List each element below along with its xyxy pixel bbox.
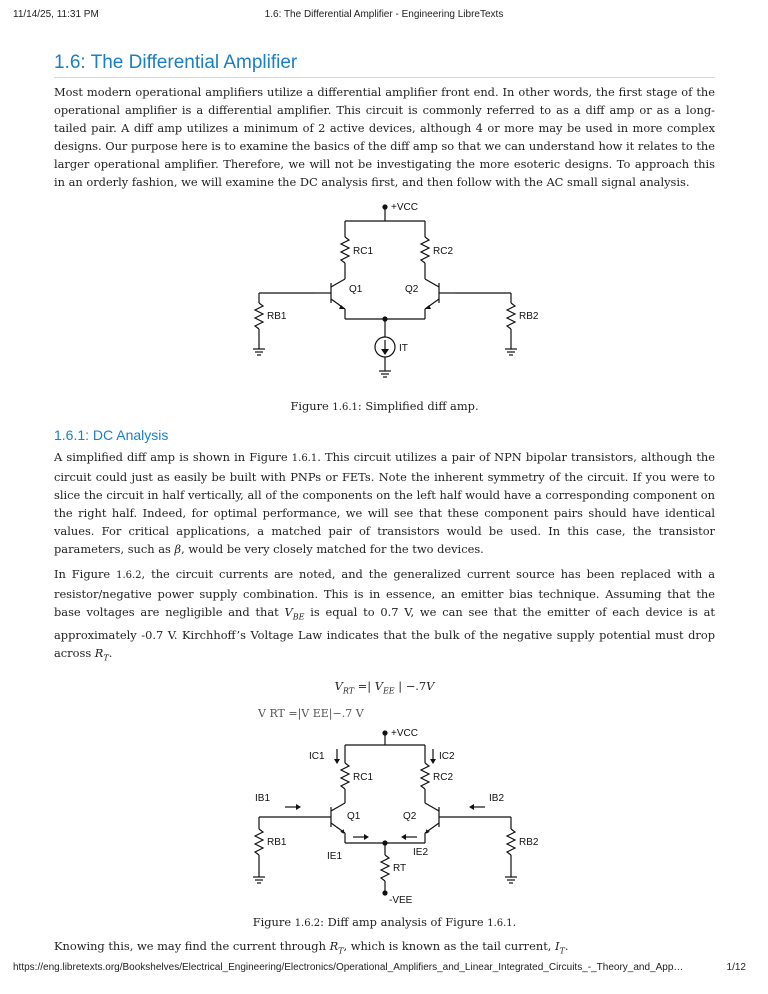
figure-2-caption-link[interactable]: 1.6.1 [487, 917, 513, 929]
figure-1-caption [54, 397, 715, 417]
print-url[interactable]: https://eng.libretexts.org/Bookshelves/Electrical_Engineering/Electronics/Operational_Amplifiers_and_Linear_Integrated_Circuits_-_Theory_and_App… [13, 962, 684, 973]
figure-2-caption-end: . [512, 914, 517, 929]
equation-alt-line: V RT =|V EE|−.7 V [258, 706, 364, 720]
figure-2-caption [54, 913, 715, 933]
fig2-rc2-label: RC2 [432, 771, 453, 783]
print-footer [0, 962, 768, 976]
fig1-q2-label: Q2 [404, 284, 418, 295]
fig1-rc2-label: RC2 [432, 246, 453, 257]
figure-1-link[interactable]: 1.6.1 [291, 453, 318, 464]
dc-paragraph-1 [54, 448, 715, 558]
it-symbol: $I_T$ [555, 938, 565, 956]
equation-alt-text [54, 704, 715, 723]
dc-p2-text-c: is equal to 0.7 V, we can see that the emitter of each device is at approximately -0.7 V. Kirchhoff’s Voltage Law indicates that the bulk of the negative supply potential must drop across [54, 605, 715, 661]
print-timestamp: 11/14/25, 11:31 PM [13, 9, 99, 20]
section-heading-dc-analysis: 1.6.1: DC Analysis [54, 427, 169, 443]
dc-p1-text-b: . This circuit utilizes a pair of NPN bipolar transistors, although the circuit could just as easily be built with PNPs or FETs. Note the inherent symmetry of the circuit. If you were to slice the circuit in half vertically, all of the components on the left half would have a corresponding component on the right half. Indeed, for optimal performance, we will see that these component pairs should have identical values. For critical applications, a matched pair of transistors would be used. In this case, the transistor parameters, such as [54, 450, 715, 556]
eq-lhs: $V_{RT}$ [334, 678, 355, 695]
fig2-ib2-label: IB2 [488, 792, 504, 804]
figure-1-caption-prefix: Figure [290, 399, 333, 413]
fig1-rb2-label: RB2 [518, 311, 538, 322]
print-page-title: 1.6: The Differential Amplifier - Engineering LibreTexts [264, 9, 504, 20]
dc-p3-text-b: , which is known as the tail current, [343, 938, 556, 953]
fig2-rc1-label: RC1 [352, 771, 373, 783]
fig2-q2-label: Q2 [402, 810, 416, 822]
fig2-rb2-label: RB2 [518, 836, 538, 848]
fig2-vcc-label: +VCC [390, 727, 418, 739]
dc-p3-text-c: . [564, 938, 569, 953]
fig1-it-label: IT [398, 343, 408, 354]
fig1-rb1-label: RB1 [266, 311, 286, 322]
fig2-ic1-label: IC1 [308, 750, 325, 762]
eq-rhs-a: =| [354, 678, 375, 693]
eq-rhs-v: V [426, 678, 435, 693]
dc-p1-text-a: A simplified diff amp is shown in Figure [54, 450, 292, 464]
figure-2-link[interactable]: 1.6.2 [116, 570, 142, 581]
fig1-vcc-label: +VCC [390, 202, 418, 213]
fig2-ic2-label: IC2 [438, 750, 455, 762]
page-title: 1.6: The Differential Amplifier [54, 52, 715, 78]
fig1-rc1-label: RC1 [352, 246, 373, 257]
fig1-q1-label: Q1 [348, 284, 362, 295]
figure-2-caption-mid: : Diff amp analysis of Figure [320, 914, 488, 929]
dc-paragraph-3 [54, 937, 715, 960]
article [54, 52, 715, 960]
dc-paragraph-2 [54, 565, 715, 668]
print-page-number: 1/12 [726, 962, 746, 973]
fig2-ib1-label: IB1 [254, 792, 270, 804]
print-header [0, 9, 768, 23]
fig2-q1-label: Q1 [346, 810, 360, 822]
vbe-symbol: $V_{BE}$ [284, 605, 305, 622]
dc-p2-text-b: , the circuit currents are noted, and the generalized current source has been replaced with a resistor/negative power supply combination. This is in essence, an emitter bias technique. Assuming that the base voltages are negligible and that [54, 567, 716, 619]
eq-vee: $V_{EE}$ [374, 678, 395, 695]
intro-paragraph: Most modern operational amplifiers utilize a differential amplifier front end. In other words, the first stage of the operational amplifier is a differential amplifier. This circuit is commonly referred to as a diff amp or as a long-tailed pair. A diff amp utilizes a minimum of 2 active devices, although 4 or more may be used in more complex designs. Our purpose here is to examine the basics of the diff amp so that we can understand how it relates to the larger operational amplifier. Therefore, we will not be investigating the more esoteric designs. To approach this in an orderly fashion, we will examine the DC analysis first, and then follow with the AC small signal analysis. [54, 85, 715, 189]
figure-2-number: 1.6.2 [294, 917, 321, 929]
figure-1-number: 1.6.1 [332, 402, 358, 413]
fig2-ie2-label: IE2 [412, 846, 428, 858]
dc-p2-text-d: . [108, 646, 113, 661]
fig2-rt-label: RT [392, 862, 406, 874]
dc-p1-text-c: , would be very closely matched for the two devices. [181, 542, 484, 556]
dc-p3-text-a: Knowing this, we may find the current through [54, 938, 330, 953]
fig2-rb1-label: RB1 [266, 836, 286, 848]
figure-1-caption-text: : Simplified diff amp. [357, 399, 479, 413]
fig2-ie1-label: IE1 [326, 850, 342, 862]
beta-symbol: β [174, 542, 182, 556]
figure-1-simplified-diff-amp [235, 199, 538, 391]
rt-symbol: $R_T$ [94, 646, 109, 663]
figure-2-diff-amp-analysis [225, 727, 545, 907]
rt-symbol-2: $R_T$ [329, 938, 344, 956]
figure-2-caption-prefix: Figure [252, 914, 295, 929]
equation-vrt [54, 677, 715, 700]
eq-rhs-b: | −.7 [394, 678, 427, 693]
fig2-vee-label: -VEE [388, 894, 412, 906]
dc-p2-text-a: In Figure [54, 567, 117, 581]
